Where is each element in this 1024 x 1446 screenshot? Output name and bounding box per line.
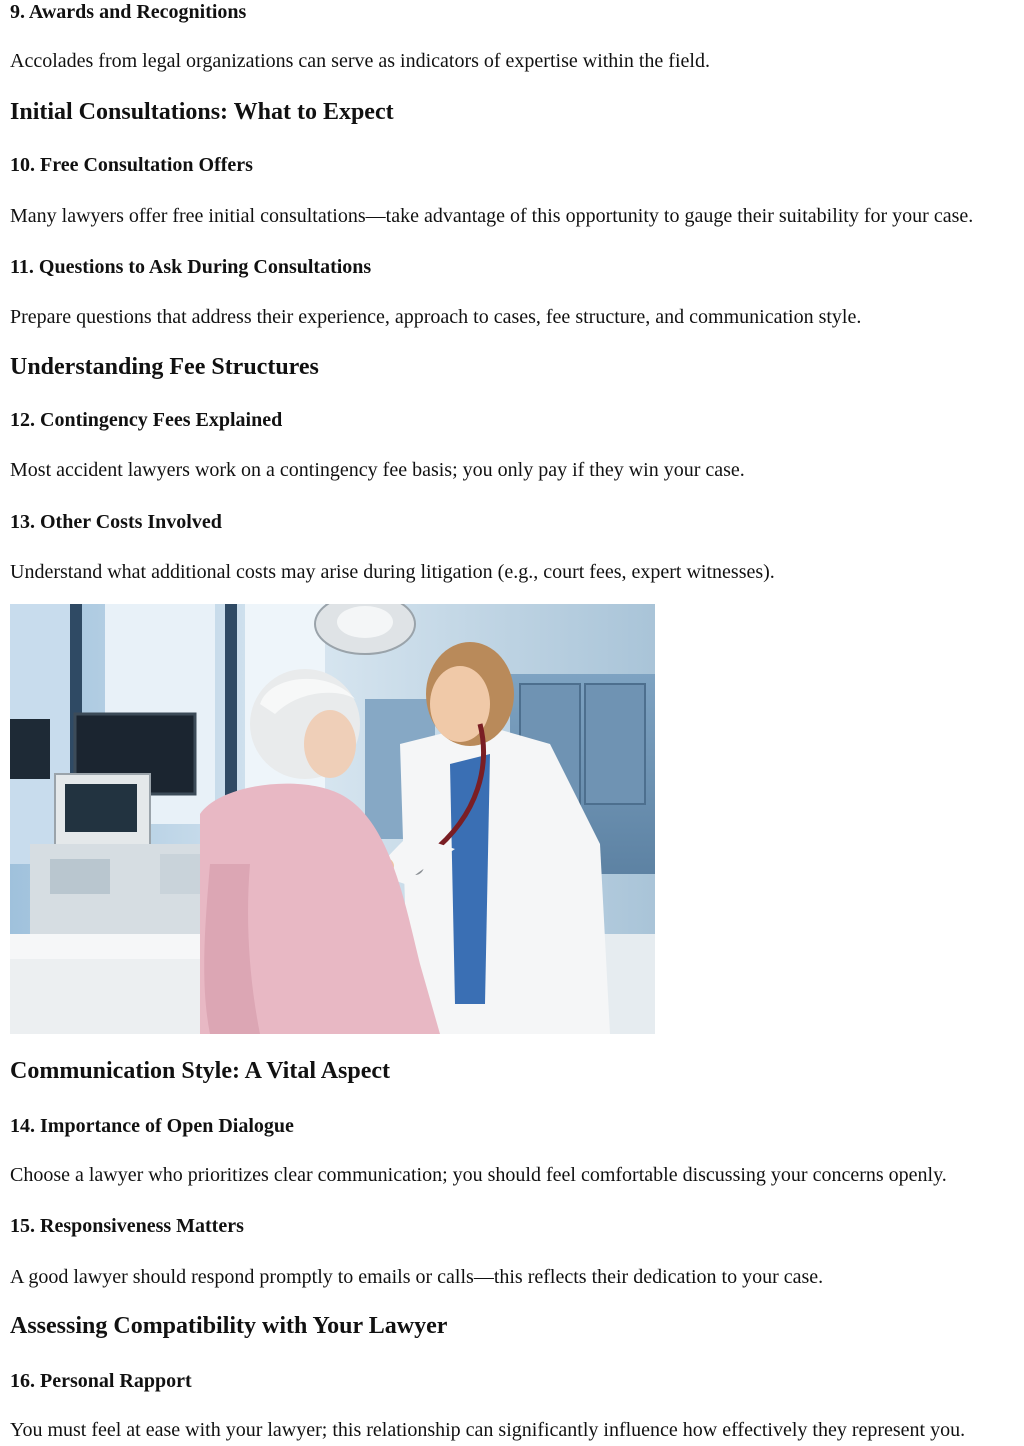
responsiveness-heading: 15. Responsiveness Matters [10, 1215, 244, 1237]
contingency-text: Most accident lawyers work on a contingency fee basis; you only pay if they win your case. [10, 459, 745, 481]
awards-heading: 9. Awards and Recognitions [10, 1, 247, 23]
awards-text: Accolades from legal organizations can serve as indicators of expertise within the field. [10, 50, 710, 72]
contingency-heading: 12. Contingency Fees Explained [10, 409, 283, 431]
questions-heading: 11. Questions to Ask During Consultations [10, 256, 372, 278]
responsiveness-text: A good lawyer should respond promptly to emails or calls—this reflects their dedication to your case. [10, 1266, 824, 1288]
rapport-text: You must feel at ease with your lawyer; this relationship can significantly influence how effectively they represent you. [10, 1419, 966, 1441]
compatibility-heading: Assessing Compatibility with Your Lawyer [10, 1313, 448, 1339]
free-consultation-heading: 10. Free Consultation Offers [10, 154, 253, 176]
rapport-heading: 16. Personal Rapport [10, 1370, 192, 1392]
fee-structures-heading: Understanding Fee Structures [10, 354, 319, 380]
open-dialogue-text: Choose a lawyer who prioritizes clear communication; you should feel comfortable discussing your concerns openly. [10, 1164, 947, 1186]
free-consultation-text: Many lawyers offer free initial consultations—take advantage of this opportunity to gauge their suitability for your case. [10, 205, 974, 227]
other-costs-heading: 13. Other Costs Involved [10, 511, 222, 533]
open-dialogue-heading: 14. Importance of Open Dialogue [10, 1115, 294, 1137]
doctor-patient-photo [10, 604, 655, 1034]
communication-heading: Communication Style: A Vital Aspect [10, 1058, 391, 1084]
questions-text: Prepare questions that address their experience, approach to cases, fee structure, and communication style. [10, 306, 862, 328]
other-costs-text: Understand what additional costs may arise during litigation (e.g., court fees, expert witnesses). [10, 561, 775, 583]
initial-consultations-heading: Initial Consultations: What to Expect [10, 99, 394, 125]
